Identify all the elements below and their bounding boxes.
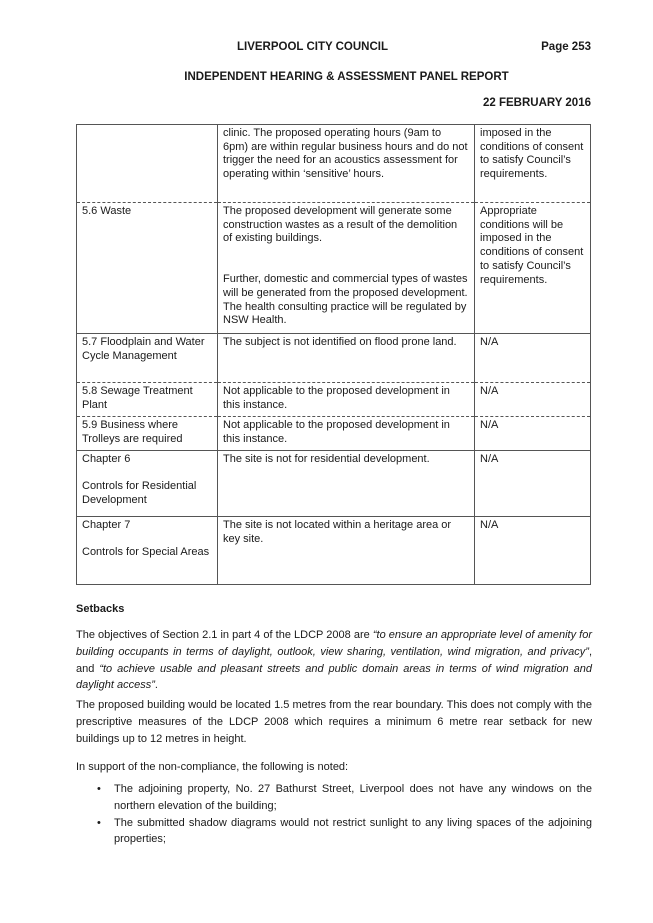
comment-cell: The subject is not identified on flood prone land. (218, 334, 475, 383)
comment-cell: The proposed development will generate some construction wastes as a result of the demolition of existing buildings. Further, domestic and commercial types of wastes will be generated from the proposed development. The health consulting practice will be regulated by NSW Health. (218, 203, 475, 334)
table-row (77, 203, 591, 334)
compliance-cell: N/A (475, 334, 591, 383)
comment-cell: The site is not for residential development. (218, 451, 475, 517)
control-cell: 5.8 Sewage Treatment Plant (77, 383, 218, 417)
table-row (77, 417, 591, 451)
compliance-cell: imposed in the conditions of consent to satisfy Council’s requirements. (475, 125, 591, 203)
report-date: 22 FEBRUARY 2016 (482, 97, 591, 109)
table-row (77, 125, 591, 203)
section-heading: Setbacks (76, 603, 125, 615)
comment-cell: clinic. The proposed operating hours (9am to 6pm) are within regular business hours and do not trigger the need for an acoustics assessment for operating within ‘sensitive’ hours. (218, 125, 475, 203)
council-name: LIVERPOOL CITY COUNCIL (237, 41, 389, 53)
table-row (77, 517, 591, 585)
table-row (77, 451, 591, 517)
bullet-icon: • (97, 816, 101, 829)
compliance-cell: N/A (475, 517, 591, 585)
comment-cell: Not applicable to the proposed development in this instance. (218, 417, 475, 451)
comment-cell: Not applicable to the proposed development in this instance. (218, 383, 475, 417)
list-item: • The adjoining property, No. 27 Bathurst Street, Liverpool does not have any windows on the northern elevation of the building; (97, 783, 592, 812)
compliance-cell: Appropriate conditions will be imposed in the conditions of consent to satisfy Council’s requirements. (475, 203, 591, 334)
compliance-cell: N/A (475, 417, 591, 451)
bullet-list (76, 781, 592, 848)
comment-cell: The site is not located within a heritage area or key site. (218, 517, 475, 585)
page-number: Page 253 (541, 41, 591, 53)
assessment-table (76, 124, 591, 585)
compliance-cell: N/A (475, 383, 591, 417)
paragraph: In support of the non-compliance, the following is noted: (76, 761, 349, 773)
list-item: • The submitted shadow diagrams would not restrict sunlight to any living spaces of the adjoining properties; (97, 816, 592, 846)
control-cell: Chapter 6 Controls for Residential Development (77, 451, 218, 517)
control-cell (77, 125, 218, 203)
table-row (77, 334, 591, 383)
report-title: INDEPENDENT HEARING & ASSESSMENT PANEL REPORT (184, 71, 509, 83)
control-cell: 5.7 Floodplain and Water Cycle Management (77, 334, 218, 383)
paragraph: The objectives of Section 2.1 in part 4 of the LDCP 2008 are “to ensure an appropriate level of amenity for building occupants in terms of daylight, outlook, view sharing, ventilation, wind migration, and privacy”, and “to achieve usable and pleasant streets and public domain areas in terms of wind migration and daylight access”. (76, 629, 592, 692)
paragraph: The proposed building would be located 1.5 metres from the rear boundary. This does not comply with the prescriptive measures of the LDCP 2008 which requires a minimum 6 metre rear setback for new buildings up to 12 metres in height. (76, 699, 592, 745)
bullet-icon: • (97, 783, 101, 795)
control-cell: 5.6 Waste (77, 203, 218, 334)
compliance-cell: N/A (475, 451, 591, 517)
table-row (77, 383, 591, 417)
control-cell: Chapter 7 Controls for Special Areas (77, 517, 218, 585)
control-cell: 5.9 Business where Trolleys are required (77, 417, 218, 451)
